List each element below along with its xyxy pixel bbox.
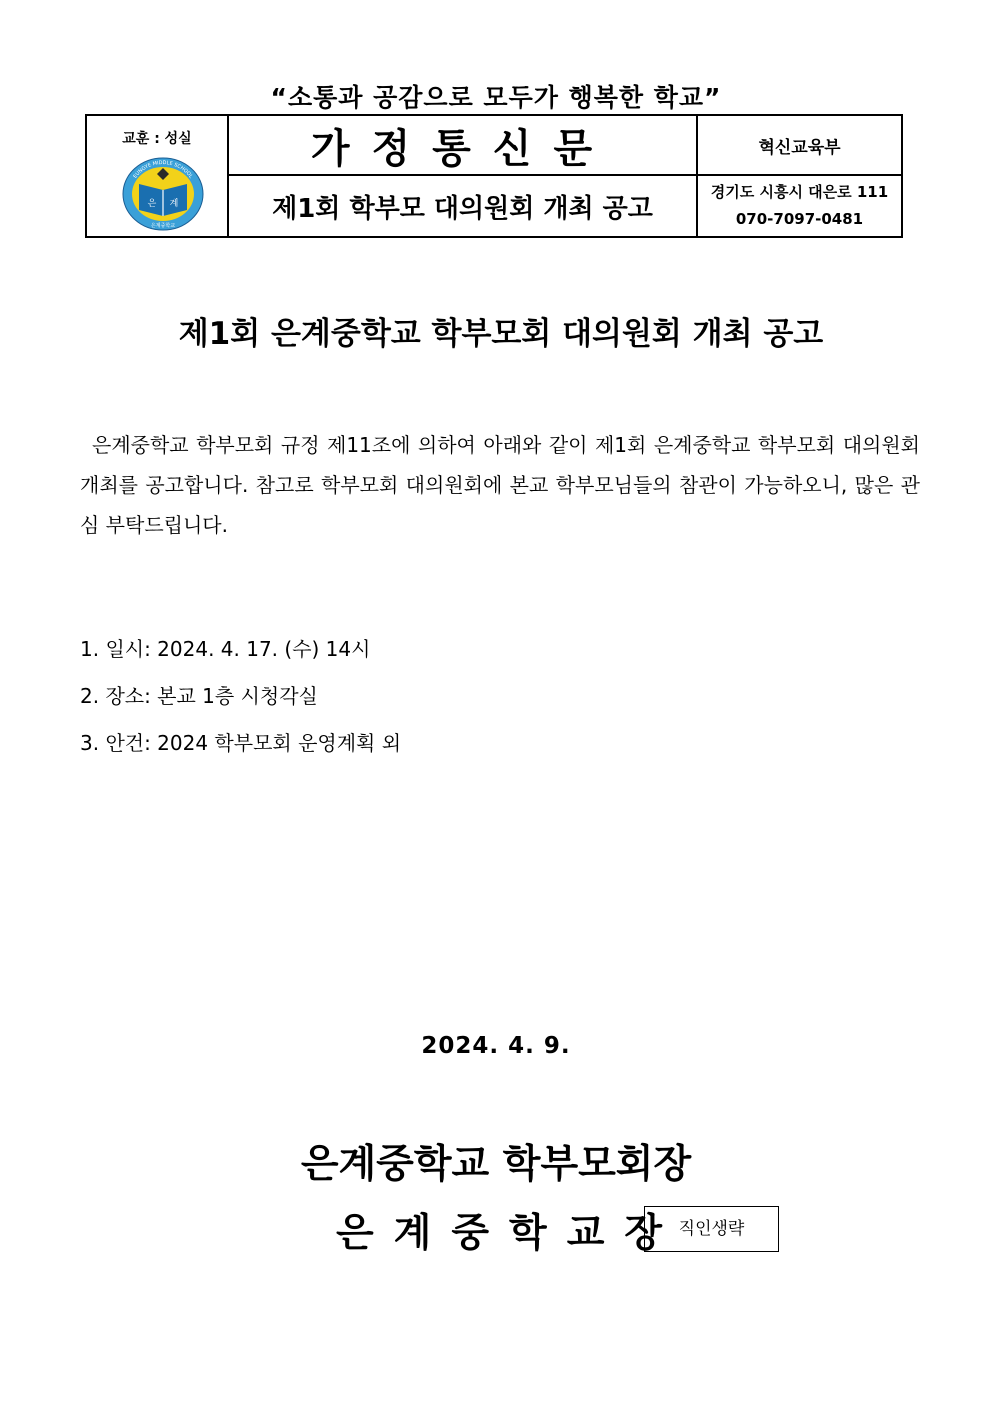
school-emblem-icon <box>121 156 205 232</box>
item-datetime: 1. 일시: 2024. 4. 17. (수) 14시 <box>80 637 371 661</box>
emblem-ring-text: EUNGYE MIDDLE SCHOOL <box>132 159 194 180</box>
department-name: 혁신교육부 <box>697 115 902 175</box>
emblem-left-char: 은 <box>147 199 157 209</box>
newsletter-header <box>85 114 903 238</box>
notice-items <box>80 626 401 767</box>
newsletter-subtitle: 제1회 학부모 대의원회 개최 공고 <box>228 175 697 237</box>
issue-date: 2024. 4. 9. <box>421 1033 571 1059</box>
principal-title: 은계중학교장 <box>336 1211 683 1256</box>
parent-association-president: 은계중학교 학부모회장 <box>300 1142 692 1187</box>
school-address: 경기도 시흥시 대은로 111 <box>710 183 889 201</box>
contact-info <box>697 175 902 237</box>
emblem-right-char: 계 <box>169 199 179 209</box>
item-location: 2. 장소: 본교 1층 시청각실 <box>80 684 318 708</box>
motto-label: 교훈 : 성실 <box>122 131 192 147</box>
item-agenda: 3. 안건: 2024 학부모회 운영계획 외 <box>80 731 402 755</box>
notice-body: 은계중학교 학부모회 규정 제11조에 의하여 아래와 같이 제1회 은계중학교 학부모회 대의원회 개최를 공고합니다. 참고로 학부모회 대의원회에 본교 학부모님들의 참관이 가능하오니, 많은 관심 부탁드립니다. <box>80 433 920 537</box>
newsletter-title: 가정통신문 <box>228 115 697 175</box>
school-phone: 070-7097-0481 <box>735 210 864 228</box>
notice-title: 제1회 은계중학교 학부모회 대의원회 개최 공고 <box>178 316 824 352</box>
logo-cell <box>86 115 228 237</box>
school-motto: “소통과 공감으로 모두가 행복한 학교” <box>270 83 722 112</box>
emblem-bottom-text: 은계중학교 <box>150 223 176 229</box>
seal-omitted-box: 직인생략 <box>644 1206 779 1252</box>
